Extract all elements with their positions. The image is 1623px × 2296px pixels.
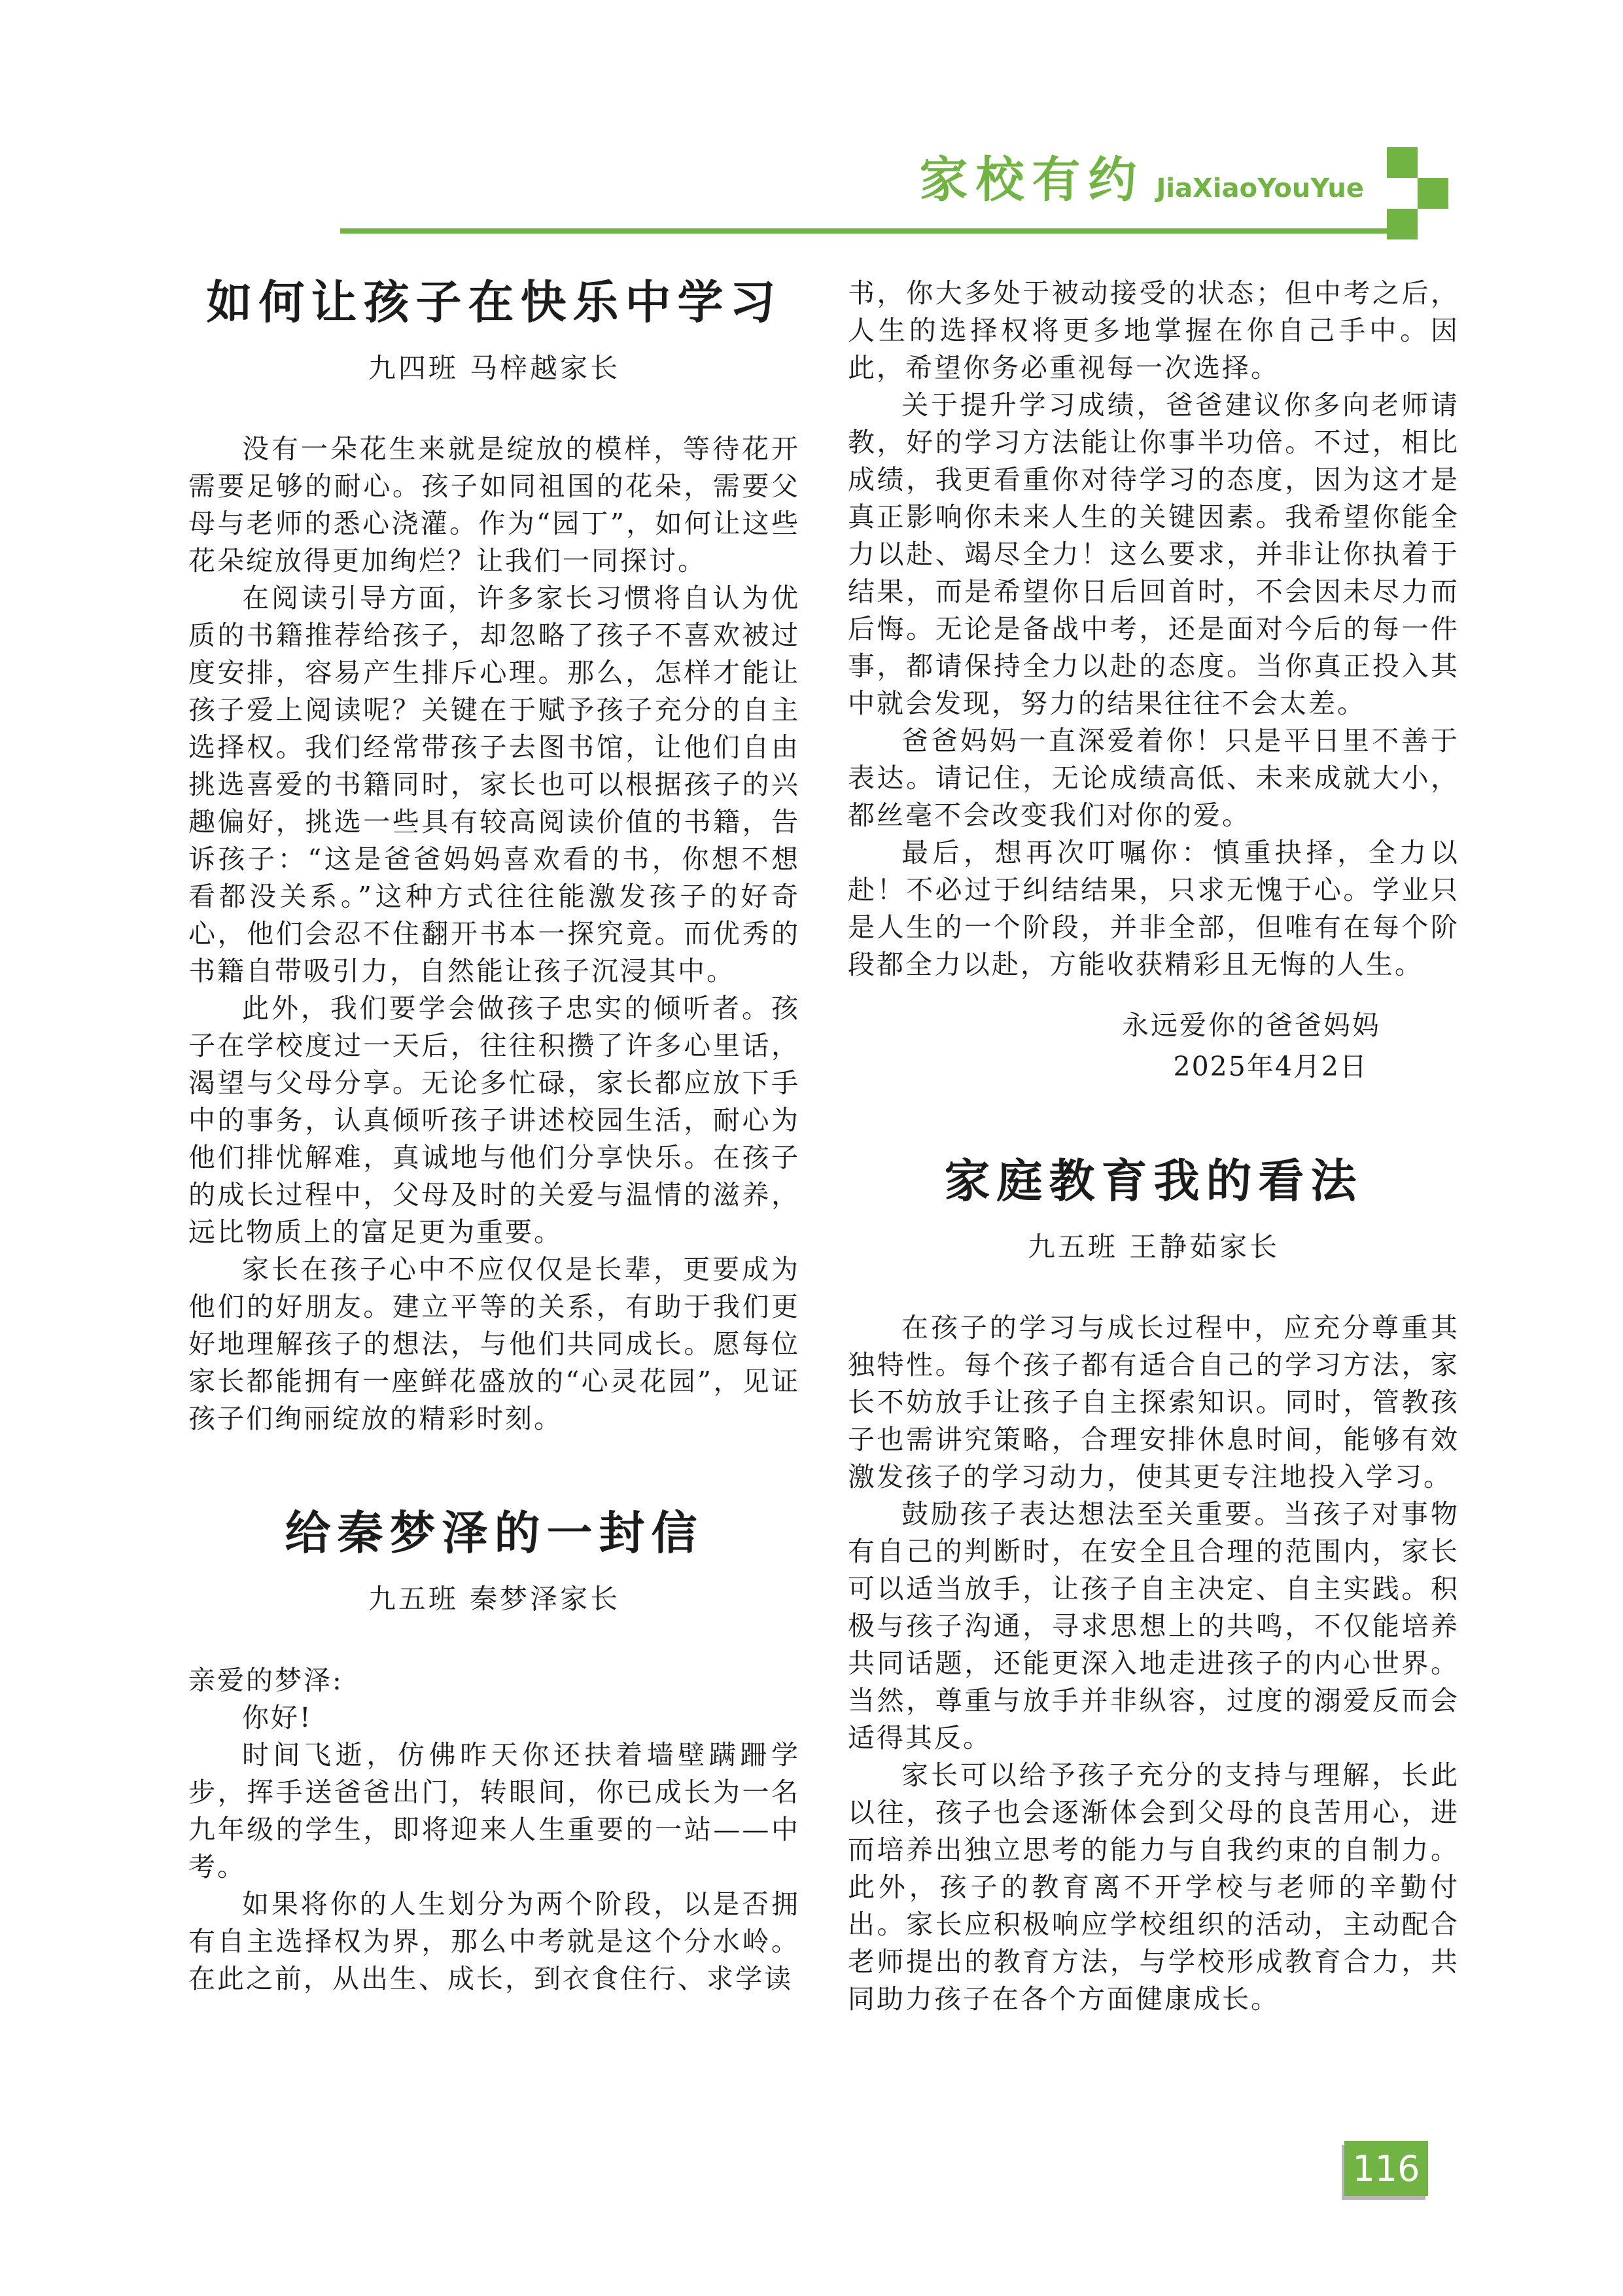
article2-paragraph-continuation: 书，你大多处于被动接受的状态；但中考之后，人生的选择权将更多地掌握在你自己手中。因此，希望你务必重视每一次选择。 xyxy=(848,277,1459,383)
brand-title-en: JiaXiaoYouYue xyxy=(1156,173,1364,203)
article2-paragraph: 关于提升学习成绩，爸爸建议你多向老师请教，好的学习方法能让你事半功倍。不过，相比成绩，我更看重你对待学习的态度，因为这才是真正影响你未来人生的关键因素。我希望你能全力以赴、竭尽全力！这么要求，并非让你执着于结果，而是希望你日后回首时，不会因未尽力而后悔。无论是备战中考，还是面对今后的每一件事，都请保持全力以赴的态度。当你真正投入其中就会发现，努力的结果往往不会太差。 xyxy=(848,389,1459,719)
article3-paragraph: 在孩子的学习与成长过程中，应充分尊重其独特性。每个孩子都有适合自己的学习方法，家长不妨放手让孩子自主探索知识。同时，管教孩子也需讲究策略，合理安排休息时间，能够有效激发孩子的学习动力，使其更专注地投入学习。 xyxy=(848,1312,1459,1493)
article2-title: 给秦梦泽的一封信 xyxy=(285,1506,704,1561)
article3-paragraph: 家长可以给予孩子充分的支持与理解，长此以往，孩子也会逐渐体会到父母的良苦用心，进而培养出独立思考的能力与自我约束的自制力。此外，孩子的教育离不开学校与老师的辛勤付出。家长应积极响应学校组织的活动，主动配合老师提出的教育方法，与学校形成教育合力，共同助力孩子在各个方面健康成长。 xyxy=(848,1759,1459,2015)
letter-date: 2025年4月2日 xyxy=(1173,1051,1368,1082)
header-deco-square-icon xyxy=(1387,147,1418,178)
article3-paragraph: 鼓励孩子表达想法至关重要。当孩子对事物有自己的判断时，在安全且合理的范围内，家长可以适当放手，让孩子自主决定、自主实践。积极与孩子沟通，寻求思想上的共鸣，不仅能培养共同话题，还能更深入地走进孩子的内心世界。当然，尊重与放手并非纵容，过度的溺爱反而会适得其反。 xyxy=(848,1498,1459,1754)
article1-byline: 九四班 马梓越家长 xyxy=(368,352,621,384)
article1-title: 如何让孩子在快乐中学习 xyxy=(206,275,782,329)
article1-paragraph: 在阅读引导方面，许多家长习惯将自认为优质的书籍推荐给孩子，却忽略了孩子不喜欢被过度安排，容易产生排斥心理。那么，怎样才能让孩子爱上阅读呢？关键在于赋予孩子充分的自主选择权。我们经常带孩子去图书馆，让他们自由挑选喜爱的书籍同时，家长也可以根据孩子的兴趣偏好，挑选一些具有较高阅读价值的书籍，告诉孩子：“这是爸爸妈妈喜欢看的书，你想不想看都没关系。”这种方式往往能激发孩子的好奇心，他们会忍不住翻开书本一探究竟。而优秀的书籍自带吸引力，自然能让孩子沉浸其中。 xyxy=(188,582,800,987)
page-header-brand xyxy=(919,152,1364,208)
article2-paragraph: 最后，想再次叮嘱你：慎重抉择，全力以赴！不必过于纠结结果，只求无愧于心。学业只是人生的一个阶段，并非全部，但唯有在每个阶段都全力以赴，方能收获精彩且无悔的人生。 xyxy=(848,837,1459,980)
article2-paragraph: 如果将你的人生划分为两个阶段，以是否拥有自主选择权为界，那么中考就是这个分水岭。在此之前，从出生、成长，到衣食住行、求学读 xyxy=(188,1888,800,1994)
right-column xyxy=(848,275,1459,2018)
article2-paragraph: 时间飞逝，仿佛昨天你还扶着墙壁蹒跚学步，挥手送爸爸出门，转眼间，你已成长为一名九年级的学生，即将迎来人生重要的一站——中考。 xyxy=(188,1739,800,1882)
header-divider-line xyxy=(340,228,1387,234)
brand-title-cn: 家校有约 xyxy=(919,152,1145,208)
article3-title: 家庭教育我的看法 xyxy=(944,1154,1363,1208)
page-number: 116 xyxy=(1352,2147,1420,2189)
letter-greeting: 你好! xyxy=(242,1701,313,1733)
article1-paragraph: 此外，我们要学会做孩子忠实的倾听者。孩子在学校度过一天后，往往积攒了许多心里话，渴望与父母分享。无论多忙碌，家长都应放下手中的事务，认真倾听孩子讲述校园生活，耐心为他们排忧解难，真诚地与他们分享快乐。在孩子的成长过程中，父母及时的关爱与温情的滋养，远比物质上的富足更为重要。 xyxy=(188,993,800,1248)
article2-byline: 九五班 秦梦泽家长 xyxy=(368,1583,621,1616)
left-column xyxy=(188,275,800,1998)
article1-paragraph: 没有一朵花生来就是绽放的模样，等待花开需要足够的耐心。孩子如同祖国的花朵，需要父母与老师的悉心浇灌。作为“园丁”，如何让这些花朵绽放得更加绚烂？让我们一同探讨。 xyxy=(188,433,800,577)
article2-paragraph: 爸爸妈妈一直深爱着你！只是平日里不善于表达。请记住，无论成绩高低、未来成就大小，都丝毫不会改变我们对你的爱。 xyxy=(848,725,1459,831)
letter-signature: 永远爱你的爸爸妈妈 xyxy=(1122,1010,1381,1041)
page-number-badge xyxy=(1344,2141,1428,2196)
article3-byline: 九五班 王静茹家长 xyxy=(1027,1231,1280,1263)
header-deco-square-icon xyxy=(1418,178,1448,209)
article1-paragraph: 家长在孩子心中不应仅仅是长辈，更要成为他们的好朋友。建立平等的关系，有助于我们更好地理解孩子的想法，与他们共同成长。愿每位家长都能拥有一座鲜花盛放的“心灵花园”，见证孩子们绚丽绽放的精彩时刻。 xyxy=(188,1254,800,1435)
header-deco-square-icon xyxy=(1387,209,1418,239)
letter-salutation: 亲爱的梦泽: xyxy=(188,1664,343,1696)
